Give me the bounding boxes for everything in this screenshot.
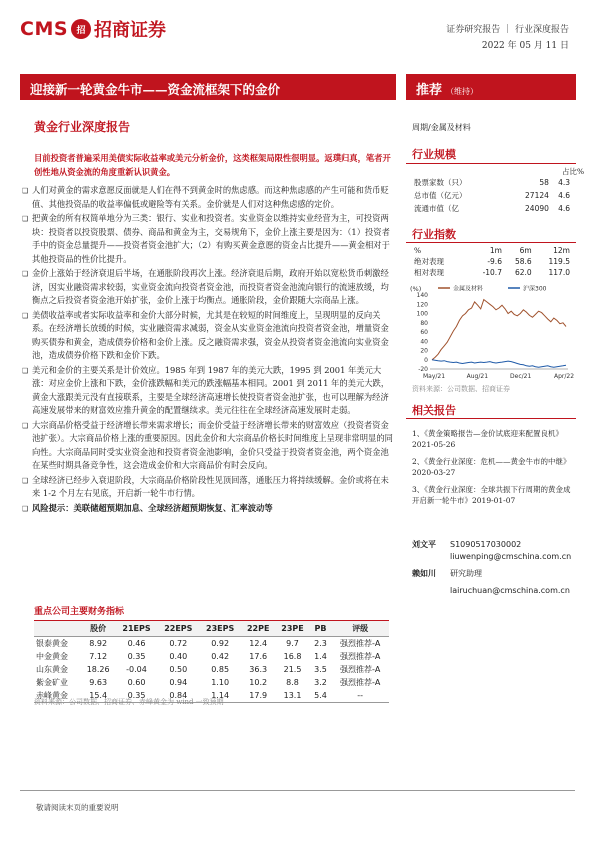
square-bullet-icon: ❑: [22, 311, 29, 320]
y-tick-label: -20: [418, 366, 428, 373]
table-header-cell: 22PE: [241, 621, 275, 637]
table-row: 流通市值（亿 24090 4.6: [414, 204, 570, 213]
x-tick-label: May/21: [422, 373, 446, 380]
table-cell: 12.4: [249, 639, 268, 648]
table-cell: 17.9: [241, 689, 275, 703]
square-bullet-icon: ❑: [22, 270, 29, 278]
table-cell: 0.85: [211, 665, 230, 674]
table-header-blank: [34, 621, 81, 637]
analyst-name: 刘文平: [412, 538, 436, 549]
square-bullet-icon: ❑: [22, 421, 29, 430]
logo-en: CMS: [20, 18, 69, 40]
doc-type: 证券研究报告 ｜ 行业深度报告: [446, 25, 569, 35]
table-cell: 17.6: [249, 652, 268, 661]
table-cell: 0.40: [169, 652, 188, 661]
analyst-email[interactable]: liuwenping@cmschina.com.cn: [450, 551, 572, 561]
chart-source: 资料来源：公司数据、招商证券: [412, 385, 510, 393]
square-bullet-icon: ❑: [22, 215, 29, 223]
company-name-cell: 紫金矿业: [36, 678, 68, 687]
table-cell: 21.5: [283, 665, 302, 674]
table-row: 股票家数（只） 58 4.3: [414, 178, 570, 187]
table-cell: 3.2: [314, 678, 327, 687]
analyst-name: 赖如川: [412, 567, 436, 578]
section-title-index: 行业指数: [412, 228, 456, 241]
table-cell: 0.46: [127, 639, 146, 648]
y-tick-label: 120: [416, 301, 428, 309]
table-cell: 3.5: [314, 665, 327, 674]
abstract: 目前投资者普遍采用美债实际收益率或美元分析金价，这类框架局限性很明显。返璞归真，笔者开创性地从资金流的角度重新认识黄金。: [34, 153, 391, 177]
table-row: 绝对表现 -9.6 58.6 119.5: [414, 257, 570, 266]
related-report-link[interactable]: 3、《黄金行业深度：全球共振下行周期的黄金成开启新一轮牛市》2019-01-07: [412, 485, 571, 505]
table-header-cell: 评级: [331, 621, 389, 637]
section-title-related: 相关报告: [412, 404, 456, 417]
section-divider: [406, 163, 576, 164]
table-cell: --: [331, 689, 389, 703]
analyst-row: [412, 538, 577, 550]
analyst-email[interactable]: lairuchuan@cmschina.com.cn: [450, 585, 570, 595]
table-cell: 强烈推荐-A: [340, 639, 381, 648]
y-tick-label: 100: [416, 310, 428, 318]
table-cell: 0.42: [211, 652, 230, 661]
table-header-row: [34, 621, 389, 637]
company-name-cell: 中金黄金: [36, 652, 68, 661]
table-cell: 8.92: [89, 639, 108, 648]
report-title: 迎接新一轮黄金牛市——资金流框架下的金价: [20, 74, 396, 100]
company-name-cell: 山东黄金: [36, 665, 68, 674]
rating-note: （维持）: [446, 87, 479, 96]
table-cell: 5.4: [310, 689, 332, 703]
table-header-cell: 21EPS: [116, 621, 158, 637]
y-tick-label: 20: [420, 347, 428, 355]
footer-divider: [20, 790, 575, 791]
table-cell: 1.4: [314, 652, 327, 661]
report-date: 2022 年 05 月 11 日: [481, 41, 569, 51]
bullet-item: ❑ 金价上涨始于经济衰退后半场，在通胀阶段再次上涨。经济衰退后期，政府开始以宽松货币刺激经济，因实业融资需求较弱，实业资金流向投资者资金池，而投资者资金池流向银行的流速放缓，均衡点之后投资者资金池开始扩张，金价上涨于均衡点。通胀阶段，金价跟随大宗商品上涨。: [22, 267, 394, 308]
table-cell: 10.2: [249, 678, 268, 687]
table-row: 总市值（亿元） 27124 4.6: [414, 191, 570, 200]
risk-warning: ❑ 风险提示：美联储超预期加息、全球经济超预期恢复、汇率波动等: [22, 502, 394, 517]
company-name-cell: 赤峰黄金: [34, 689, 81, 703]
y-tick-label: 140: [416, 292, 428, 299]
table-cell: 16.8: [283, 652, 302, 661]
y-tick-label: 80: [420, 319, 428, 327]
table-source: 资料来源：公司数据、招商证券、赤峰黄金为 wind 一致预期: [34, 698, 224, 706]
x-tick-label: Apr/22: [553, 373, 574, 380]
table-row: 相对表现 -10.7 62.0 117.0: [414, 268, 570, 277]
logo-cn: 招商证券: [94, 20, 167, 41]
rating-label: 推荐: [416, 83, 443, 98]
financial-table: [34, 620, 389, 703]
table-header-cell: 23PE: [275, 621, 309, 637]
logo-seal-icon: 招: [71, 19, 91, 39]
table-cell: 0.35: [127, 652, 146, 661]
table-cell: 2.3: [314, 639, 327, 648]
square-bullet-icon: ❑: [22, 504, 29, 513]
x-tick-label: Aug/21: [466, 373, 489, 380]
analyst-row: [412, 550, 577, 562]
table-cell: 9.7: [286, 639, 299, 648]
table-cell: 0.72: [169, 639, 188, 648]
table-cell: 强烈推荐-A: [340, 678, 381, 687]
table-row: [34, 650, 389, 663]
square-bullet-icon: ❑: [22, 476, 29, 485]
table-header-cell: PB: [310, 621, 332, 637]
table-cell: 0.50: [169, 665, 188, 674]
section-divider: [406, 242, 576, 243]
analyst-row: [412, 584, 577, 596]
section-title-scale: 行业规模: [412, 148, 456, 161]
bullet-item: ❑ 全球经济已经步入衰退阶段，大宗商品价格阶段性见顶回落，通胀压力将持续缓解。金价或将在未来 1-2 个月左右见底，开启新一轮牛市行情。: [22, 474, 394, 501]
table-cell: 0.84: [157, 689, 199, 703]
table-cell: 8.8: [286, 678, 299, 687]
table-title: 重点公司主要财务指标: [34, 607, 125, 617]
analyst-role: 研究助理: [450, 568, 482, 578]
section-divider: [406, 418, 576, 419]
table-header-cell: 23EPS: [199, 621, 241, 637]
related-reports-list: [412, 428, 572, 512]
related-report-link[interactable]: 1、《黄金策略报告—金价试底迎来配置良机》2021-05-26: [412, 429, 564, 449]
bullet-list: [22, 184, 394, 517]
table-cell: 0.35: [116, 689, 158, 703]
analyst-row: [412, 567, 577, 579]
y-tick-label: 0: [424, 356, 428, 364]
table-header-cell: 股价: [81, 621, 116, 637]
bullet-item: ❑ 美元和金价的主要关系是计价效应。1985 年到 1987 年的美元大跌，1995 到 2001 年美元大涨：对应金价上涨和下跌，金价涨跌幅和美元的跌涨幅基本相同。2001 到 2011 年的美元大跌，黄金大涨跟美元没有直接联系，主要是全球经济高速增长使投资者资金池扩张，也可以理解为经济高速发展带来的财富效应推升黄金的配置继续求。美元往往在全球经济高速发展时走弱。: [22, 364, 394, 418]
table-cell: 7.12: [89, 652, 108, 661]
index-line-chart: [408, 283, 574, 383]
analyst-id: S1090517030002: [450, 539, 522, 549]
table-header-cell: 22EPS: [157, 621, 199, 637]
table-cell: 13.1: [275, 689, 309, 703]
table-cell: -0.04: [126, 665, 147, 674]
table-cell: 9.63: [89, 678, 108, 687]
square-bullet-icon: ❑: [22, 366, 29, 375]
series-line-金属及材料: [432, 300, 566, 360]
related-report-link[interactable]: 2、《黄金行业深度：危机——黄金牛市的中继》2020-03-27: [412, 457, 571, 477]
table-cell: 18.26: [86, 665, 110, 674]
footer-note: 敬请阅读末页的重要说明: [36, 803, 119, 812]
industry-label: 周期/金属及材料: [412, 123, 471, 132]
company-logo: [20, 18, 166, 40]
table-cell: 1.14: [199, 689, 241, 703]
table-cell: 1.10: [211, 678, 230, 687]
square-bullet-icon: ❑: [22, 187, 29, 195]
x-tick-label: Dec/21: [510, 373, 532, 380]
bullet-item: ❑ 大宗商品价格受益于经济增长带来需求增长；而金价受益于经济增长带来的财富效应（投资者资金池扩张）。大宗商品价格上涨的重要原因。因此金价和大宗商品价格长时间维度上呈现非常明显的同向性。大宗商品同时受实业资金池和投资者资金池影响，金价只受益于投资者资金池，两个资金池在某些时期具备竞争性，这会造成金价和大宗商品价有时会反向。: [22, 419, 394, 473]
table-cell: 0.60: [127, 678, 146, 687]
table-cell: 0.94: [169, 678, 188, 687]
table-cell: 0.92: [211, 639, 230, 648]
table-cell: 15.4: [81, 689, 116, 703]
y-tick-label: 60: [420, 329, 428, 336]
company-name-cell: 银泰黄金: [36, 639, 68, 648]
bullet-item: ❑ 把黄金的所有权简单地分为三类：银行、实业和投资者。实业资金以维持实业经营为主，可投资两块：投资者以投资股票、债券、商品和黄金为主，交易规角下，金价上涨主要是因为：（1）投资者手中的资金总量提升——投资者资金池扩大；（2）有购买黄金意愿的资金占比提升——黄金相对于其他投资品的性价比提升。: [22, 212, 394, 266]
series-line-沪深300: [432, 360, 566, 367]
table-row: [34, 663, 389, 676]
recommendation-bar: [406, 74, 576, 100]
index-table: [414, 245, 570, 278]
bullet-item: ❑ 美债收益率或者实际收益率和金价大部分时候，尤其是在较短的时间维度上，呈现明显的反向关系。在经济增长放缓的时候，实业融资需求减弱，资金从实业资金池流向投资者资金池，增量资金购买债券和黄金，造成债券价格和金价上涨。反之融资需求强，资金从投资者资金池流向实业资金池，造成债券价格下跌和金价下跌。: [22, 309, 394, 363]
table-header-row: % 1m 6m 12m: [414, 246, 570, 255]
table-row: [34, 676, 389, 689]
legend-label: 金属及材料: [453, 285, 484, 293]
legend-label: 沪深300: [523, 285, 547, 293]
report-subtitle: 黄金行业深度报告: [34, 120, 131, 134]
y-axis-label: (%): [410, 285, 422, 293]
scale-unit: 占比%: [562, 167, 585, 176]
y-tick-label: 40: [420, 338, 428, 346]
table-cell: 36.3: [249, 665, 268, 674]
table-cell: 强烈推荐-A: [340, 652, 381, 661]
table-row: [34, 637, 389, 651]
analyst-info: [412, 538, 577, 596]
bullet-item: ❑ 人们对黄金的需求意愿反面就是人们在得不到黄金时的焦虑感。而这种焦虑感的产生可能和货币贬值、其他投资品的收益率偏低或避险等有关系。金价就是人们对这种焦虑感的定价。: [22, 184, 394, 211]
table-cell: 强烈推荐-A: [340, 665, 381, 674]
scale-table: [414, 176, 570, 215]
